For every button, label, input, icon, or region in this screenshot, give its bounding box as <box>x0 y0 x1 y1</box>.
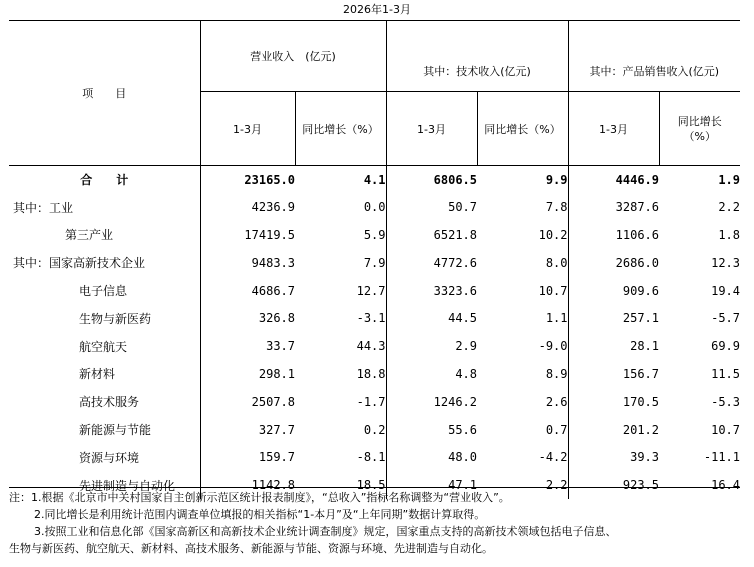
row-value: 1.1 <box>545 311 568 326</box>
row-value: 6521.8 <box>386 221 477 249</box>
row-value: -11.1 <box>703 450 740 465</box>
row-value: 4772.6 <box>386 249 477 277</box>
row-value: 5.9 <box>363 227 386 242</box>
row-value: 257.1 <box>568 304 659 332</box>
item-column-header: 项 目 <box>9 21 200 166</box>
row-value: 9483.3 <box>251 255 295 270</box>
revenue-growth-header: 同比增长（%） <box>295 92 386 166</box>
row-label: 资源与环境 <box>9 443 200 471</box>
row-label: 其中：工业 <box>9 193 200 221</box>
row-value: 2507.8 <box>251 394 295 409</box>
note-1: 注：1.根据《北京市中关村国家自主创新示范区统计报表制度》，“总收入”指标名称调整为“营业收入”。 <box>9 491 510 504</box>
row-value: 11.5 <box>711 366 740 381</box>
row-value: 44.5 <box>386 304 477 332</box>
row-value: 12.7 <box>356 283 386 298</box>
row-label: 合 计 <box>9 166 200 194</box>
tech-period-header: 1-3月 <box>386 92 477 166</box>
row-value: 44.3 <box>356 339 386 354</box>
row-label: 新能源与节能 <box>9 416 200 444</box>
row-value: 4686.7 <box>251 283 295 298</box>
row-value: 2.2 <box>545 478 568 493</box>
row-label: 高技术服务 <box>9 388 200 416</box>
row-value: -1.7 <box>356 394 386 409</box>
row-label: 航空航天 <box>9 332 200 360</box>
row-value: 923.5 <box>568 471 659 499</box>
row-value: 19.4 <box>711 283 740 298</box>
row-value: 909.6 <box>568 277 659 305</box>
table-row <box>9 360 740 388</box>
tech-revenue-group-header: 其中：技术收入(亿元) <box>386 21 568 92</box>
row-value: 3323.6 <box>386 277 477 305</box>
row-value: -8.1 <box>356 450 386 465</box>
row-value: 18.5 <box>356 478 386 493</box>
sales-period-header: 1-3月 <box>568 92 659 166</box>
row-value: 17419.5 <box>244 227 295 242</box>
note-2: 2.同比增长是利用统计范围内调查单位填报的相关指标“1-本月”及“上年同期”数据计算取得。 <box>34 508 486 521</box>
row-value: 156.7 <box>568 360 659 388</box>
sales-growth-header: 同比增长 （%） <box>659 92 740 166</box>
row-value: 55.6 <box>386 416 477 444</box>
row-value: 12.3 <box>711 255 740 270</box>
row-value: 1.8 <box>718 227 740 242</box>
row-value: 1142.8 <box>251 478 295 493</box>
row-value: -4.2 <box>538 450 568 465</box>
row-value: 0.7 <box>545 422 568 437</box>
note-3-continued: 生物与新医药、航空航天、新材料、高技术服务、新能源与节能、资源与环境、先进制造与自动化。 <box>9 542 493 555</box>
row-value: 1.9 <box>659 166 740 194</box>
row-value: 6806.5 <box>386 166 477 194</box>
row-value: 298.1 <box>258 366 295 381</box>
row-value: 159.7 <box>258 450 295 465</box>
row-value: 50.7 <box>386 193 477 221</box>
row-label: 先进制造与自动化 <box>9 471 200 499</box>
row-label: 生物与新医药 <box>9 304 200 332</box>
table-row <box>9 388 740 416</box>
row-label: 其中：国家高新技术企业 <box>9 249 200 277</box>
row-value: 326.8 <box>258 311 295 326</box>
row-value: 327.7 <box>258 422 295 437</box>
row-value: -9.0 <box>538 339 568 354</box>
row-value: -5.7 <box>711 311 740 326</box>
table-row <box>9 443 740 471</box>
table-row <box>9 304 740 332</box>
row-value: 4236.9 <box>251 200 295 215</box>
row-value: 39.3 <box>568 443 659 471</box>
row-label: 新材料 <box>9 360 200 388</box>
row-value: 2686.0 <box>568 249 659 277</box>
row-value: 48.0 <box>386 443 477 471</box>
row-value: -3.1 <box>356 311 386 326</box>
table-row <box>9 416 740 444</box>
table-row <box>9 277 740 305</box>
product-sales-group-header: 其中：产品销售收入(亿元) <box>568 21 740 92</box>
table-row <box>9 193 740 221</box>
revenue-period-header: 1-3月 <box>200 92 295 166</box>
row-value: 69.9 <box>711 339 740 354</box>
row-value: 16.4 <box>711 478 740 493</box>
row-value: 10.7 <box>711 422 740 437</box>
row-value: 47.1 <box>386 471 477 499</box>
row-value: 8.0 <box>545 255 568 270</box>
row-value: 23165.0 <box>200 166 295 194</box>
row-value: 0.0 <box>363 200 386 215</box>
tech-growth-header: 同比增长（%） <box>477 92 568 166</box>
row-value: 170.5 <box>568 388 659 416</box>
table-row <box>9 221 740 249</box>
note-3: 3.按照工业和信息化部《国家高新区和高新技术企业统计调查制度》规定，国家重点支持的高新技术领域包括电子信息、 <box>34 525 617 538</box>
row-value: 2.6 <box>545 394 568 409</box>
row-label: 第三产业 <box>9 221 200 249</box>
row-value: 8.9 <box>545 366 568 381</box>
row-value: 10.2 <box>538 227 568 242</box>
row-label: 电子信息 <box>9 277 200 305</box>
row-value: 0.2 <box>363 422 386 437</box>
row-value: 1106.6 <box>568 221 659 249</box>
row-value: 4446.9 <box>568 166 659 194</box>
row-value: 28.1 <box>568 332 659 360</box>
row-value: 4.8 <box>386 360 477 388</box>
total-row <box>9 166 740 194</box>
table-row <box>9 249 740 277</box>
row-value: -5.3 <box>711 394 740 409</box>
row-value: 2.9 <box>386 332 477 360</box>
row-value: 201.2 <box>568 416 659 444</box>
row-value: 4.1 <box>295 166 386 194</box>
row-value: 10.7 <box>538 283 568 298</box>
footnotes <box>9 487 740 557</box>
row-value: 7.8 <box>545 200 568 215</box>
row-value: 1246.2 <box>386 388 477 416</box>
table-row <box>9 332 740 360</box>
row-value: 9.9 <box>477 166 568 194</box>
row-value: 2.2 <box>718 200 740 215</box>
row-value: 3287.6 <box>568 193 659 221</box>
row-value: 33.7 <box>266 339 295 354</box>
statistics-table <box>9 20 740 499</box>
revenue-group-header: 营业收入 (亿元) <box>200 21 386 92</box>
report-period: 2026年1-3月 <box>343 3 411 16</box>
row-value: 18.8 <box>356 366 386 381</box>
row-value: 7.9 <box>363 255 386 270</box>
